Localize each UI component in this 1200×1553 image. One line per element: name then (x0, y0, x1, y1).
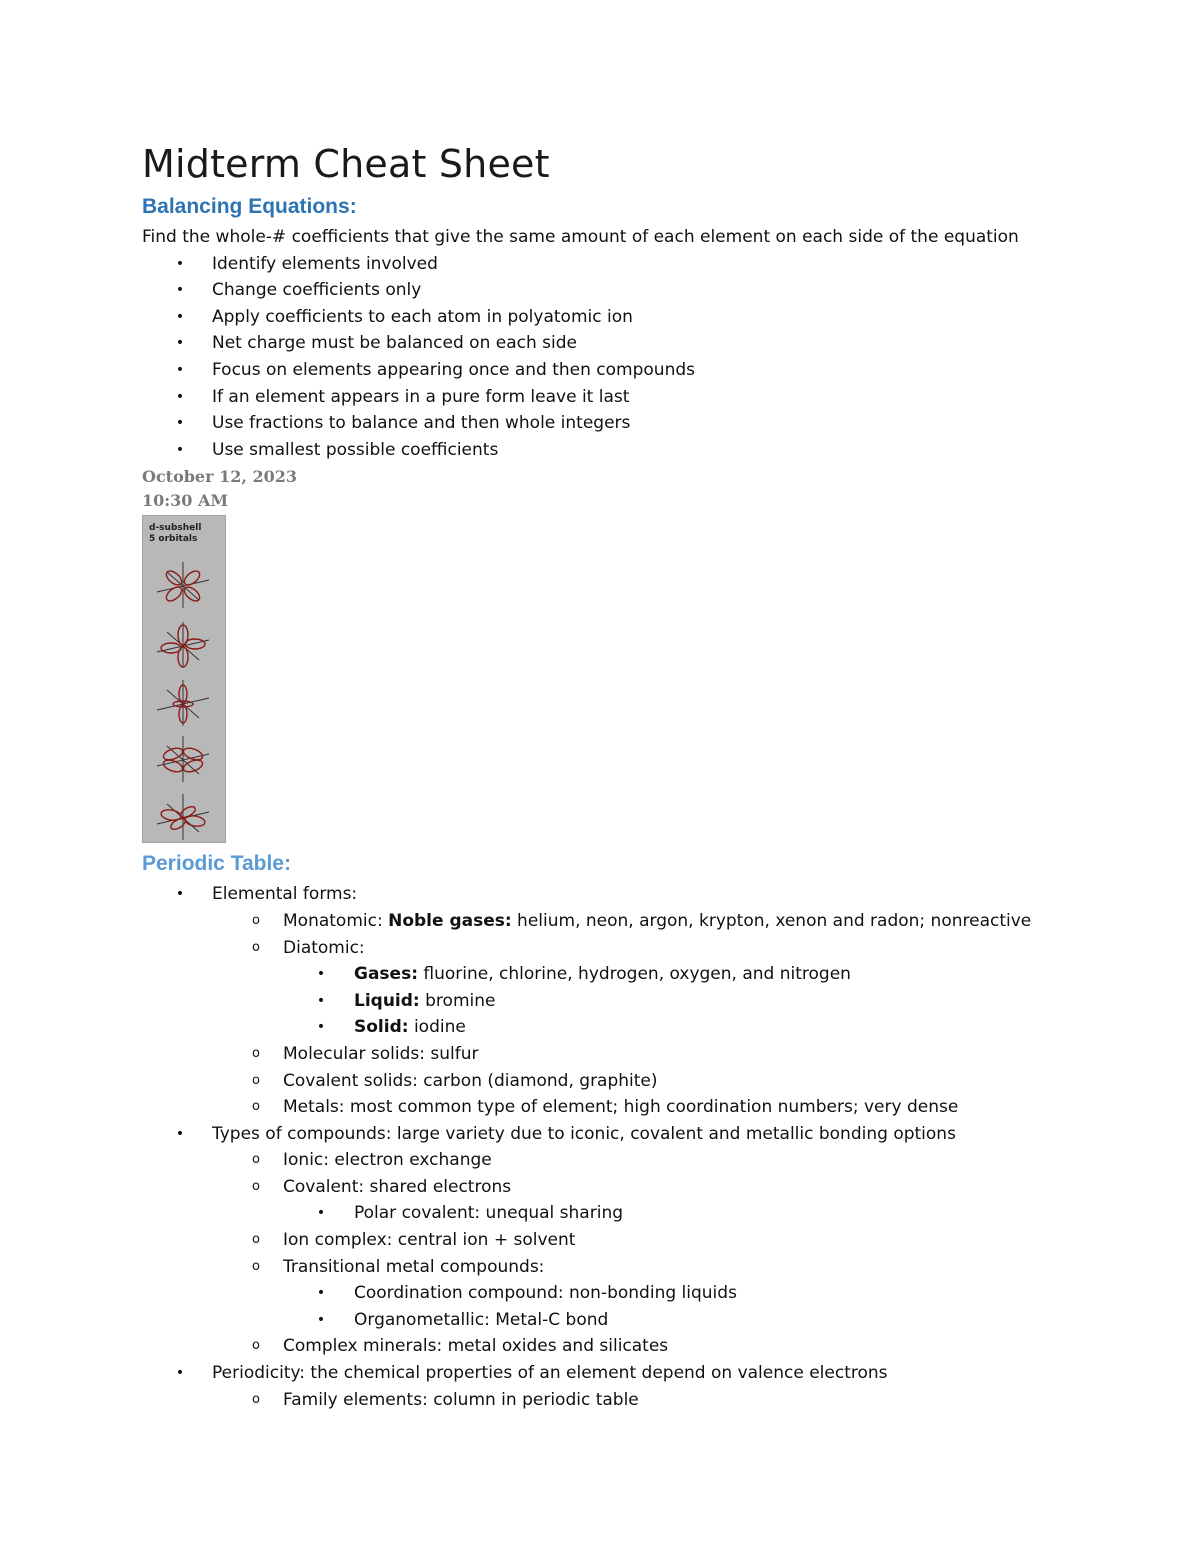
list-item: • Net charge must be balanced on each side (142, 330, 1142, 357)
bullet-icon: • (175, 361, 185, 378)
note-time: 10:30 AM (142, 491, 229, 511)
hollow-bullet-icon: o (252, 1152, 260, 1168)
list-item: • Types of compounds: large variety due to iconic, covalent and metallic bonding options (142, 1121, 1142, 1148)
note-date: October 12, 2023 (142, 467, 298, 487)
balancing-intro: Find the whole-# coefficients that give the same amount of each element on each side of the equation (142, 227, 1019, 247)
bullet-icon: • (175, 441, 185, 458)
bullet-icon: • (175, 415, 185, 432)
list-item: o Diatomic: (142, 935, 1142, 962)
hollow-bullet-icon: o (252, 1391, 260, 1407)
bullet-icon: • (316, 1019, 326, 1036)
bullet-icon: • (175, 335, 185, 352)
hollow-bullet-icon: o (252, 1232, 260, 1248)
list-item: o Molecular solids: sulfur (142, 1041, 1142, 1068)
list-item: • Use smallest possible coefficients (142, 437, 1142, 464)
bullet-icon: • (175, 1125, 185, 1142)
hollow-bullet-icon: o (252, 912, 260, 928)
hollow-bullet-icon: o (252, 1099, 260, 1115)
hollow-bullet-icon: o (252, 1338, 260, 1354)
document-page (142, 140, 1142, 1413)
orbital-diagram-icon (143, 546, 227, 842)
list-item: o Transitional metal compounds: (142, 1254, 1142, 1281)
list-item: o Monatomic: Noble gases: helium, neon, argon, krypton, xenon and radon; nonreactive (142, 908, 1142, 935)
list-item: • Polar covalent: unequal sharing (142, 1200, 1142, 1227)
list-item: • Organometallic: Metal-C bond (142, 1307, 1142, 1334)
bullet-icon: • (316, 1205, 326, 1222)
orbital-caption: d-subshell 5 orbitals (149, 523, 202, 545)
bullet-icon: • (175, 308, 185, 325)
list-item: • Use fractions to balance and then whole integers (142, 410, 1142, 437)
list-item: • Gases: fluorine, chlorine, hydrogen, oxygen, and nitrogen (142, 961, 1142, 988)
list-item: • Solid: iodine (142, 1014, 1142, 1041)
bullet-icon: • (175, 1365, 185, 1382)
page-title: Midterm Cheat Sheet (142, 142, 550, 186)
balancing-heading: Balancing Equations: (142, 195, 357, 218)
list-item: • Change coefficients only (142, 277, 1142, 304)
periodic-heading: Periodic Table: (142, 852, 291, 876)
hollow-bullet-icon: o (252, 1072, 260, 1088)
balancing-list (142, 251, 1142, 464)
list-item: • Periodicity: the chemical properties of an element depend on valence electrons (142, 1360, 1142, 1387)
list-item: • If an element appears in a pure form leave it last (142, 384, 1142, 411)
list-item: o Covalent: shared electrons (142, 1174, 1142, 1201)
list-item: • Identify elements involved (142, 251, 1142, 278)
list-item: o Ionic: electron exchange (142, 1147, 1142, 1174)
bullet-icon: • (175, 255, 185, 272)
d-orbitals-image (142, 515, 226, 843)
hollow-bullet-icon: o (252, 1178, 260, 1194)
list-item: • Liquid: bromine (142, 988, 1142, 1015)
list-item: o Metals: most common type of element; high coordination numbers; very dense (142, 1094, 1142, 1121)
bullet-icon: • (316, 966, 326, 983)
bullet-icon: • (175, 388, 185, 405)
list-item: • Apply coefficients to each atom in polyatomic ion (142, 304, 1142, 331)
list-item: o Family elements: column in periodic table (142, 1387, 1142, 1414)
list-item: o Complex minerals: metal oxides and silicates (142, 1333, 1142, 1360)
bullet-icon: • (316, 992, 326, 1009)
periodic-list (142, 881, 1142, 1413)
list-item: o Covalent solids: carbon (diamond, graphite) (142, 1068, 1142, 1095)
hollow-bullet-icon: o (252, 1045, 260, 1061)
hollow-bullet-icon: o (252, 1258, 260, 1274)
bullet-icon: • (175, 282, 185, 299)
hollow-bullet-icon: o (252, 939, 260, 955)
list-item: • Elemental forms: (142, 881, 1142, 908)
list-item: • Coordination compound: non-bonding liquids (142, 1280, 1142, 1307)
bullet-icon: • (316, 1285, 326, 1302)
bullet-icon: • (316, 1311, 326, 1328)
list-item: • Focus on elements appearing once and then compounds (142, 357, 1142, 384)
bullet-icon: • (175, 886, 185, 903)
list-item: o Ion complex: central ion + solvent (142, 1227, 1142, 1254)
